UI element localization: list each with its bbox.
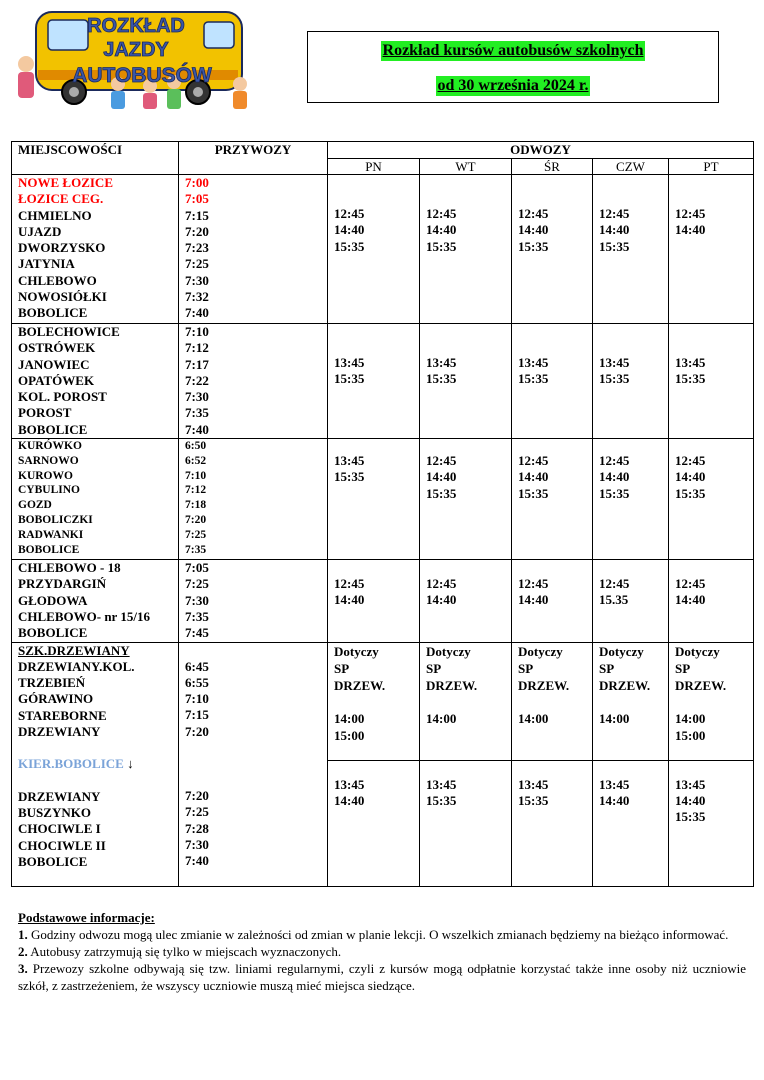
note-text: SP	[426, 660, 442, 676]
spacer	[18, 773, 178, 789]
place-name: RADWANKI	[18, 528, 84, 541]
arrival-time: 7:25	[185, 528, 207, 541]
departure-time: 15:35	[334, 238, 365, 254]
arrival-time: 7:12	[185, 484, 207, 497]
place-name: KURÓWKO	[18, 440, 82, 453]
departure-time: 14:40	[599, 792, 630, 808]
departure-time: 15:00	[675, 727, 706, 743]
departure-time: 12:45	[426, 453, 457, 469]
arrival-time: 7:45	[185, 625, 209, 641]
arrival-time: 7:35	[185, 608, 209, 624]
arrival-time: 6:52	[185, 454, 207, 467]
note-text: DRZEW.	[675, 677, 727, 693]
place-name: ŁOZICE CEG.	[18, 191, 104, 207]
note-text: SP	[518, 660, 534, 676]
place-name: TRZEBIEŃ	[18, 675, 86, 691]
departure-cell	[328, 760, 420, 886]
departure-time: 15:35	[426, 371, 457, 387]
place-name: JANOWIEC	[18, 356, 90, 372]
departure-time: 13:45	[334, 776, 365, 792]
departure-time: 14:40	[675, 222, 706, 238]
arrival-time: 7:40	[185, 853, 209, 869]
departure-time: 12:45	[334, 576, 365, 592]
arrival-time: 7:12	[185, 340, 209, 356]
departure-time: 12:45	[518, 206, 549, 221]
group-row	[12, 439, 754, 560]
arrival-time: 7:30	[185, 272, 209, 288]
departure-cell	[512, 560, 593, 642]
logo-line-1: ROZKŁAD	[87, 15, 185, 37]
arrival-time: 7:20	[185, 223, 209, 239]
spacer	[18, 740, 178, 756]
group-row	[12, 324, 754, 439]
arrival-time: 7:05	[185, 191, 209, 207]
place-name: CHLEBOWO - 18	[18, 560, 121, 576]
arrival-times-cell	[179, 175, 328, 324]
departure-time: 13:45	[426, 776, 457, 792]
departure-cell	[669, 439, 754, 560]
arrival-time: 7:25	[185, 804, 209, 820]
departure-cell	[420, 560, 512, 642]
spacer	[518, 694, 592, 710]
logo-line-2: JAZDY	[103, 39, 169, 61]
place-name: BOBOLICE	[18, 421, 88, 437]
place-name: GÓRAWINO	[18, 691, 94, 707]
place-name: BOLECHOWICE	[18, 324, 120, 339]
info-section	[18, 909, 746, 994]
place-name: PRZYDARGIŃ	[18, 576, 107, 592]
places-cell	[12, 439, 179, 560]
place-name: UJAZD	[18, 223, 62, 239]
note-text: Dotyczy	[599, 643, 644, 659]
departure-cell	[669, 760, 754, 886]
departure-cell	[512, 175, 593, 324]
info-item-number: 1.	[18, 927, 28, 942]
spacer	[185, 772, 327, 788]
departure-time: 12:45	[675, 206, 706, 221]
departure-time: 13:45	[599, 355, 630, 370]
departure-time: 14:40	[518, 469, 549, 485]
departure-time: 14:40	[599, 469, 630, 485]
place-name: GOZD	[18, 499, 52, 512]
departure-time: 13:45	[675, 355, 706, 370]
departure-cell	[328, 439, 420, 560]
departure-cell	[593, 560, 669, 642]
title-box	[307, 31, 719, 103]
departure-time: 14:40	[518, 592, 549, 608]
departure-cell	[328, 324, 420, 439]
departure-time: 13:45	[599, 776, 630, 792]
departure-time: 15:35	[599, 238, 630, 254]
departure-time: 15:00	[334, 727, 365, 743]
arrival-time: 7:18	[185, 499, 207, 512]
info-item-text: Autobusy zatrzymują się tylko w miejscach wyznaczonych.	[27, 944, 342, 959]
departure-time: 14:00	[426, 710, 457, 726]
departure-time: 14:00	[518, 710, 549, 726]
arrival-times-cell	[179, 324, 328, 439]
departure-cell	[512, 439, 593, 560]
title-line-2: od 30 września 2024 r.	[437, 77, 589, 94]
departure-time: 14:40	[675, 469, 706, 485]
direction-text: KIER.BOBOLICE	[18, 756, 124, 772]
departure-time: 12:45	[518, 453, 549, 469]
arrival-time: 7:35	[185, 543, 207, 556]
departure-time: 12:45	[426, 206, 457, 221]
place-name: CHOCIWLE II	[18, 837, 106, 853]
arrival-time: 6:45	[185, 658, 209, 674]
departure-time: 13:45	[518, 355, 549, 370]
note-text: SP	[675, 660, 691, 676]
departure-cell	[420, 760, 512, 886]
place-name: OPATÓWEK	[18, 372, 95, 388]
departure-time: 14:40	[334, 222, 365, 238]
arrival-time: 7:05	[185, 560, 209, 576]
departure-cell	[420, 324, 512, 439]
place-name: BOBOLICE	[18, 305, 88, 321]
departure-time: 15:35	[518, 238, 549, 254]
departure-time: 13:45	[675, 776, 706, 792]
departure-cell	[669, 175, 754, 324]
departure-time: 15:35	[675, 485, 706, 501]
place-name: OSTRÓWEK	[18, 340, 96, 356]
header-departures: ODWOZY	[328, 142, 754, 159]
header-places: MIEJSCOWOŚCI	[12, 142, 179, 175]
departure-cell	[669, 324, 754, 439]
departure-time: 14:40	[426, 469, 457, 485]
note-text: Dotyczy	[675, 643, 720, 659]
departure-cell	[593, 324, 669, 439]
places-cell	[12, 324, 179, 439]
info-item	[18, 960, 746, 994]
note-text: DRZEW.	[334, 677, 386, 693]
spacer	[185, 756, 327, 772]
departure-cell	[669, 560, 754, 642]
departure-time: 13:45	[518, 776, 549, 792]
timetable	[11, 141, 754, 887]
departure-time: 12:45	[426, 576, 457, 592]
place-name: GŁODOWA	[18, 592, 88, 608]
arrival-time: 7:10	[185, 324, 209, 339]
arrival-time: 7:30	[185, 592, 209, 608]
place-name: NOWOSIÓŁKI	[18, 289, 107, 305]
departure-cell	[593, 439, 669, 560]
note-text: DRZEW.	[518, 677, 570, 693]
note-text: SP	[334, 660, 350, 676]
day-header: WT	[420, 159, 512, 175]
place-name: DWORZYSKO	[18, 240, 106, 256]
arrival-time: 7:20	[185, 788, 209, 804]
place-name: BOBOLICE	[18, 853, 88, 869]
arrival-time: 7:32	[185, 289, 209, 305]
departure-time: 15:35	[426, 485, 457, 501]
departure-time: 14:40	[334, 592, 365, 608]
arrival-time: 7:23	[185, 240, 209, 256]
place-name: NOWE ŁOZICE	[18, 175, 113, 190]
departure-time: 13:45	[334, 453, 365, 469]
place-name: BUSZYNKO	[18, 804, 91, 820]
departure-time: 14:40	[426, 592, 457, 608]
arrival-time: 7:10	[185, 691, 209, 707]
arrival-time: 7:25	[185, 256, 209, 272]
departure-time: 15:35	[518, 792, 549, 808]
note-text: Dotyczy	[518, 643, 563, 659]
arrival-times-cell	[179, 439, 328, 560]
departure-time: 15:35	[675, 371, 706, 387]
departure-time: 15:35	[334, 371, 365, 387]
departure-cell	[420, 439, 512, 560]
day-header: PT	[669, 159, 754, 175]
departure-cell	[593, 760, 669, 886]
departure-time: 15:35	[426, 792, 457, 808]
note-text: DRZEW.	[599, 677, 651, 693]
arrival-time: 7:40	[185, 421, 209, 437]
departure-time: 15:35	[518, 371, 549, 387]
arrow-down-icon: ↓	[123, 756, 134, 772]
arrival-time: 7:22	[185, 372, 209, 388]
place-name: KUROWO	[18, 469, 73, 482]
day-header: ŚR	[512, 159, 593, 175]
arrival-time: 7:30	[185, 836, 209, 852]
group-row	[12, 560, 754, 642]
departure-cell	[328, 175, 420, 324]
departure-cell	[420, 642, 512, 760]
departure-cell	[328, 642, 420, 760]
bus-logo	[8, 4, 252, 112]
departure-time: 14:40	[675, 792, 706, 808]
arrival-time: 7:17	[185, 356, 209, 372]
arrival-time: 7:28	[185, 820, 209, 836]
note-text: DRZEW.	[426, 677, 478, 693]
info-item-number: 3.	[18, 961, 28, 976]
place-name: KOL. POROST	[18, 389, 107, 405]
info-item	[18, 943, 746, 960]
place-name: CHOCIWLE I	[18, 821, 101, 837]
place-name: DRZEWIANY	[18, 724, 101, 740]
departure-time: 12:45	[675, 453, 706, 469]
arrival-time: 7:00	[185, 175, 209, 190]
place-name: CHLEBOWO	[18, 272, 97, 288]
arrival-time: 7:30	[185, 389, 209, 405]
header-arrivals: PRZYWOZY	[179, 142, 328, 175]
place-name: DRZEWIANY.KOL.	[18, 658, 135, 674]
place-name: SARNOWO	[18, 454, 79, 467]
departure-time: 14:40	[599, 222, 630, 238]
info-item-text: Godziny odwozu mogą ulec zmianie w zależności od zmian w planie lekcji. O wszelkich zmianach będziemy na bieżąco informować.	[27, 927, 729, 942]
direction-label	[18, 756, 178, 772]
arrival-time: 7:25	[185, 576, 209, 592]
arrival-time: 7:15	[185, 707, 209, 723]
places-cell	[12, 175, 179, 324]
departure-time: 14:00	[599, 710, 630, 726]
arrival-times-cell	[179, 642, 328, 886]
note-text: Dotyczy	[334, 643, 379, 659]
place-name: STAREBORNE	[18, 707, 107, 723]
arrival-time: 7:10	[185, 469, 207, 482]
spacer	[426, 694, 511, 710]
place-name: BOBOLICZKI	[18, 514, 93, 527]
group-row	[12, 642, 754, 760]
departure-time: 12:45	[518, 576, 549, 592]
place-name: BOBOLICE	[18, 625, 88, 641]
place-name: POROST	[18, 405, 72, 421]
place-name: CHLEBOWO- nr 15/16	[18, 608, 150, 624]
departure-time: 15:35	[426, 238, 457, 254]
logo-line-3: AUTOBUSÓW	[72, 64, 212, 87]
arrival-time: 6:50	[185, 440, 207, 453]
departure-cell	[512, 760, 593, 886]
departure-time: 15:35	[599, 485, 630, 501]
departure-time: 14:00	[334, 710, 365, 726]
departure-time: 14:40	[518, 222, 549, 238]
departure-cell	[328, 560, 420, 642]
place-name: CHMIELNO	[18, 207, 92, 223]
info-item	[18, 926, 746, 943]
arrival-time: 7:20	[185, 723, 209, 739]
departure-time: 13:45	[334, 355, 365, 370]
place-name: DRZEWIANY	[18, 788, 101, 804]
note-text: Dotyczy	[426, 643, 471, 659]
arrival-times-cell	[179, 560, 328, 642]
departure-cell	[593, 175, 669, 324]
departure-time: 14:40	[334, 792, 365, 808]
day-header: PN	[328, 159, 420, 175]
departure-time: 14:40	[675, 592, 706, 608]
places-cell	[12, 642, 179, 886]
departure-time: 15:35	[599, 371, 630, 387]
departure-time: 12:45	[334, 206, 365, 221]
spacer	[185, 643, 327, 659]
departure-time: 12:45	[675, 576, 706, 592]
departure-time: 12:45	[599, 206, 630, 221]
spacer	[599, 694, 668, 710]
arrival-time: 7:35	[185, 405, 209, 421]
departure-cell	[512, 642, 593, 760]
arrival-time: 7:20	[185, 514, 207, 527]
place-name: JATYNIA	[18, 256, 75, 272]
spacer	[334, 694, 419, 710]
arrival-time: 7:40	[185, 305, 209, 321]
place-name: CYBULINO	[18, 484, 80, 497]
info-heading: Podstawowe informacje:	[18, 910, 155, 925]
departure-time: 12:45	[599, 453, 630, 469]
departure-cell	[512, 324, 593, 439]
departure-cell	[669, 642, 754, 760]
departure-cell	[420, 175, 512, 324]
note-text: SP	[599, 660, 615, 676]
places-cell	[12, 560, 179, 642]
departure-time: 12:45	[599, 576, 630, 592]
departure-cell	[593, 642, 669, 760]
spacer	[185, 740, 327, 756]
title-line-1: Rozkład kursów autobusów szkolnych	[382, 42, 644, 59]
info-item-text: Przewozy szkolne odbywają się tzw. liniami regularnymi, czyli z kursów mogą odpłatnie korzystać także inne osoby niż uczniowie szkół, z zastrzeżeniem, że wszyscy uczniowie muszą mieć miejsca siedzące.	[18, 961, 746, 993]
school-header: SZK.DRZEWIANY	[18, 642, 130, 658]
departure-time: 14:00	[675, 710, 706, 726]
departure-time: 15:35	[675, 809, 706, 825]
group-row	[12, 175, 754, 324]
day-header: CZW	[593, 159, 669, 175]
departure-time: 15:35	[518, 485, 549, 501]
place-name: BOBOLICE	[18, 543, 80, 556]
departure-time: 13:45	[426, 355, 457, 370]
departure-time: 15:35	[334, 469, 365, 485]
departure-time: 14:40	[426, 222, 457, 238]
arrival-time: 6:55	[185, 674, 209, 690]
departure-time: 15.35	[599, 592, 629, 608]
spacer	[675, 694, 753, 710]
info-item-number: 2.	[18, 944, 28, 959]
arrival-time: 7:15	[185, 207, 209, 223]
